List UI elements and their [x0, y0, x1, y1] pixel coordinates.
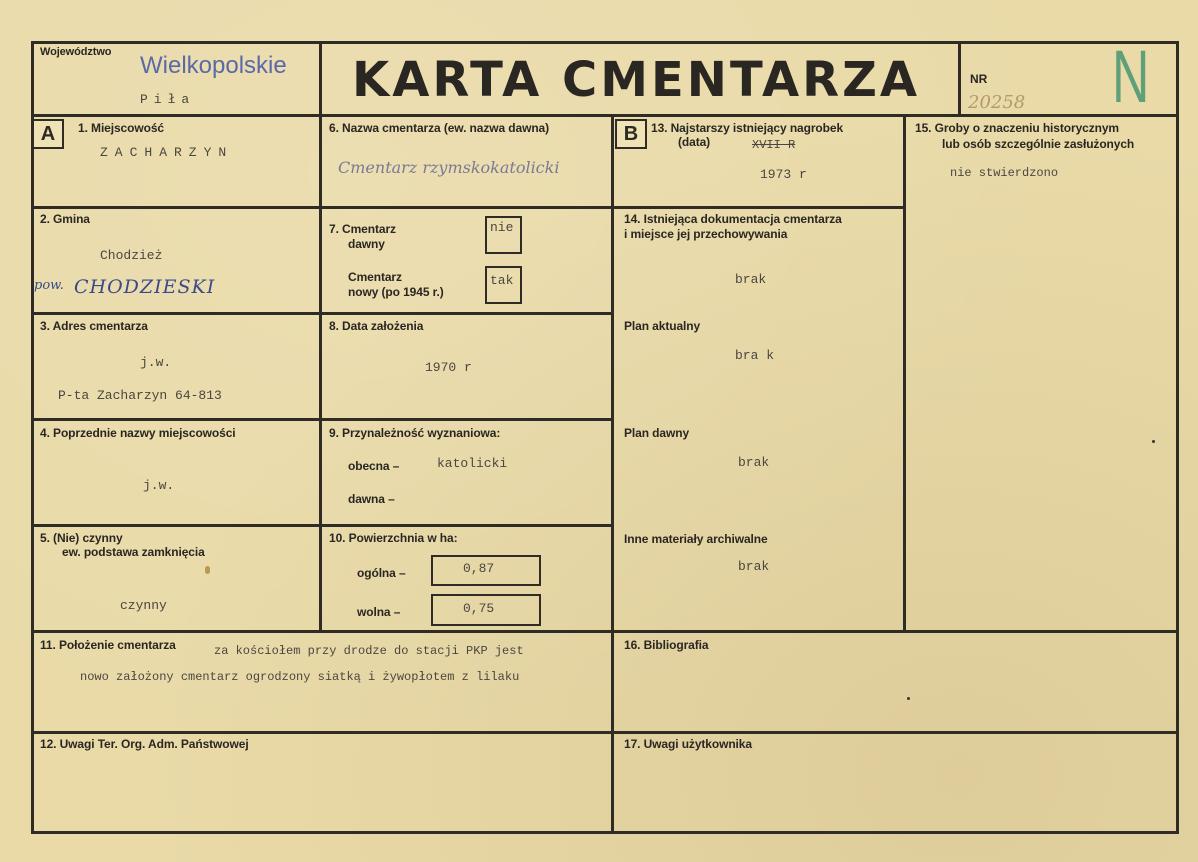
plan-current-value: bra k: [735, 348, 775, 363]
field-10-label: 10. Powierzchnia w ha:: [329, 531, 458, 545]
rule-col1: [319, 41, 322, 631]
field-3-value2: P-ta Zacharzyn 64-813: [58, 388, 222, 403]
field-7-label-3: Cmentarz: [348, 270, 402, 284]
field-5-label-2: ew. podstawa zamknięcia: [62, 545, 205, 559]
plan-current-label: Plan aktualny: [624, 319, 701, 333]
field-12-label: 12. Uwagi Ter. Org. Adm. Państwowej: [40, 737, 249, 751]
field-7-label-2: dawny: [348, 237, 385, 251]
field-9-former-label: dawna –: [348, 492, 395, 506]
field-14-label-2: i miejsce jej przechowywania: [624, 227, 788, 241]
field-6-label: 6. Nazwa cmentarza (ew. nazwa dawna): [329, 121, 550, 135]
field-14-label-1: 14. Istniejąca dokumentacja cmentarza: [624, 212, 842, 226]
field-9-current-label: obecna –: [348, 459, 400, 473]
voivodeship-stamp: Wielkopolskie: [140, 52, 287, 79]
field-1-value: ZACHARZYN: [100, 145, 234, 160]
other-materials-value: brak: [738, 559, 770, 574]
field-10-total-label: ogólna –: [357, 566, 406, 580]
rule-right: [1176, 41, 1179, 834]
nr-value: 20258: [968, 92, 1026, 113]
field-7-old-value: nie: [490, 220, 514, 235]
section-b-badge: B: [615, 119, 647, 149]
field-2-value: Chodzież: [100, 248, 163, 263]
field-2-extra: CHODZIESKI: [74, 276, 216, 298]
voivodeship-label: Województwo: [40, 46, 112, 58]
field-1-label: 1. Miejscowość: [78, 121, 164, 135]
field-16-label: 16. Bibliografia: [624, 638, 709, 652]
rule-top: [31, 41, 1179, 44]
rule-left: [31, 41, 34, 834]
field-13-label-1: 13. Najstarszy istniejący nagrobek: [651, 121, 844, 135]
field-4-label: 4. Poprzednie nazwy miejscowości: [40, 426, 236, 440]
card-title: KARTA CMENTARZA: [352, 52, 921, 108]
rule-row5: [31, 630, 1179, 633]
rule-row6: [31, 731, 1179, 734]
field-5-label-1: 5. (Nie) czynny: [40, 531, 123, 545]
field-15-label-2: lub osób szczególnie zasłużonych: [942, 137, 1135, 151]
field-14-value: brak: [735, 272, 767, 287]
field-8-value: 1970 r: [425, 360, 472, 375]
field-7-new-value: tak: [490, 273, 514, 288]
field-3-value1: j.w.: [140, 355, 172, 370]
field-13-label-2: (data): [678, 135, 711, 149]
rule-col2: [611, 114, 614, 834]
rule-b-row1: [613, 206, 905, 209]
rule-col3: [903, 114, 906, 632]
field-8-label: 8. Data założenia: [329, 319, 424, 333]
field-15-label-1: 15. Groby o znaczeniu historycznym: [915, 121, 1119, 135]
field-11-line-2: nowo założony cmentarz ogrodzony siatką i żywopłotem z lilaku: [80, 670, 520, 684]
plan-former-label: Plan dawny: [624, 426, 690, 440]
field-7-label-4: nowy (po 1945 r.): [348, 285, 444, 299]
field-10-total-value: 0,87: [463, 561, 495, 576]
field-10-free-label: wolna –: [357, 605, 401, 619]
field-5-value: czynny: [120, 598, 167, 613]
field-9-label: 9. Przynależność wyznaniowa:: [329, 426, 501, 440]
voivodeship-typed: Piła: [140, 92, 196, 107]
other-materials-label: Inne materiały archiwalne: [624, 532, 768, 546]
field-11-label: 11. Położenie cmentarza: [40, 638, 176, 652]
nr-label: NR: [970, 72, 988, 86]
field-2-prefix: pow.: [34, 278, 64, 293]
field-4-value: j.w.: [143, 478, 175, 493]
corner-mark: N: [1112, 35, 1150, 118]
field-15-value: nie stwierdzono: [950, 166, 1059, 180]
field-2-label: 2. Gmina: [40, 212, 90, 226]
plan-former-value: brak: [738, 455, 770, 470]
section-a-badge: A: [32, 119, 64, 149]
field-9-current-value: katolicki: [437, 456, 508, 471]
paper-speck: [907, 697, 910, 700]
rule-header-bottom: [31, 114, 1179, 117]
field-10-free-value: 0,75: [463, 601, 495, 616]
field-13-value: 1973 r: [760, 167, 807, 182]
rule-nr: [958, 41, 961, 116]
field-3-label: 3. Adres cmentarza: [40, 319, 148, 333]
rule-row3: [31, 418, 613, 421]
field-17-label: 17. Uwagi użytkownika: [624, 737, 752, 751]
field-6-value: Cmentarz rzymskokatolicki: [338, 158, 560, 177]
field-7-label-1: 7. Cmentarz: [329, 222, 396, 236]
field-13-struck: XVII R: [752, 138, 796, 152]
rule-row4: [31, 524, 613, 527]
paper-speck: [1152, 440, 1155, 443]
paper-speck: [205, 566, 210, 574]
field-11-line-1: za kościołem przy drodze do stacji PKP jest: [214, 644, 524, 658]
rule-bottom: [31, 831, 1179, 834]
